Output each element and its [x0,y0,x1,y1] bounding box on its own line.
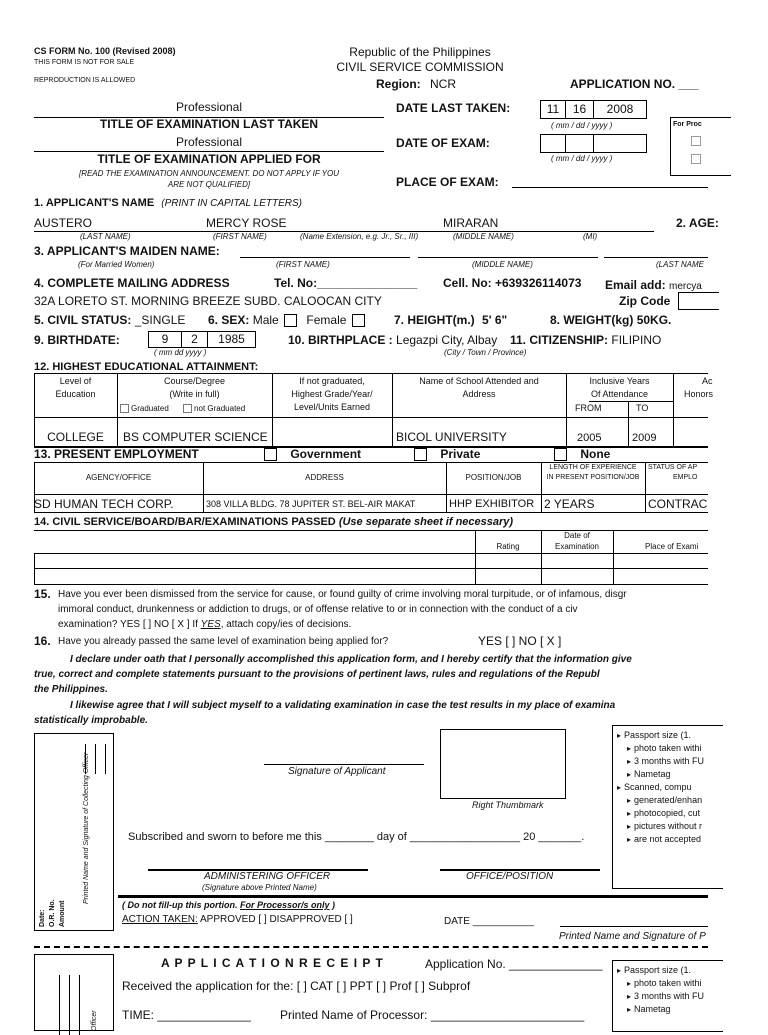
date-last-taken-label: DATE LAST TAKEN: [396,101,511,115]
for-processor-box [670,117,731,176]
government-label: Government [290,447,362,461]
photo-note-5: ▸ Scanned, compu [627,781,704,794]
civil-status-value[interactable]: _SINGLE [134,313,186,327]
email-label: Email add: [605,278,666,292]
photo-box[interactable] [612,725,723,889]
oath-line-1: I declare under oath that I personally accomplished this application form, and I hereby certify that the information give [70,654,632,665]
photo-note-2: ▸ photo taken withi [627,742,704,755]
private-checkbox[interactable] [414,448,427,461]
processor-printed-name: Printed Name and Signature of P [559,931,706,942]
receipt-photo-box[interactable] [612,960,723,1032]
admin-officer-hint: (Signature above Printed Name) [202,883,317,892]
last-name-value[interactable]: AUSTERO [34,216,93,230]
mi-hint: (MI) [583,232,598,241]
date-of-exam-field[interactable] [540,134,647,153]
government-checkbox[interactable] [264,448,277,461]
emp-address-value[interactable]: 308 VILLA BLDG. 78 JUPITER ST. BEL-AIR MAKAT [206,499,416,509]
action-options[interactable]: APPROVED [ ] DISAPPROVED [ ] [200,914,353,925]
col-course-2: (Write in full) [169,389,220,399]
applied-value[interactable]: Professional [175,135,243,149]
education-title: 12. HIGHEST EDUCATIONAL ATTAINMENT: [34,361,259,373]
thumbmark-label: Right Thumbmark [472,800,544,810]
birth-hint: ( mm dd yyyy ) [154,348,207,357]
application-no-label: APPLICATION NO. ___ [570,77,699,91]
date-of-exam-label: DATE OF EXAM: [396,136,490,150]
not-graduated-label: not Graduated [194,404,246,413]
col-school-2: Address [462,389,496,399]
col-place: Place of Exami [645,542,699,551]
oath-line-3: the Philippines. [34,684,108,695]
date-dd: 16 [572,102,587,116]
birthplace-hint: (City / Town / Province) [444,348,527,357]
col-course: Course/Degree [163,376,226,386]
side-date: Date: [39,909,46,927]
birth-mm: 9 [161,332,169,346]
birthdate-field[interactable] [148,331,256,348]
exam-note: [READ THE EXAMINATION ANNOUNCEMENT. DO NOT APPLY IF YOU [78,169,340,178]
place-of-exam-label: PLACE OF EXAM: [396,175,499,189]
q15-line-1: Have you ever been dismissed from the service for cause, or found guilty of crime involving moral turpitude, or of infamous, disgr [58,589,627,600]
applied-label: TITLE OF EXAMINATION APPLIED FOR [97,152,321,166]
q15-line-3-end: , attach copy/ies of decisions. [220,619,352,630]
none-label: None [580,447,611,461]
col-notgrad-2: Highest Grade/Year/ [291,389,373,399]
exam-note-2: ARE NOT QUALIFIED] [167,180,251,189]
q15-yes: YES [200,619,221,630]
emp-position-value[interactable]: HHP EXHIBITOR [449,498,535,510]
citizenship-value[interactable]: FILIPINO [611,333,662,347]
name-hint: (PRINT IN CAPITAL LETTERS) [161,198,302,209]
col-level: Level of [59,376,92,386]
col-years-2: Of Attendance [590,389,649,399]
address-value[interactable]: 32A LORETO ST. MORNING BREEZE SUBD. CALOOCAN CITY [34,294,382,308]
receipt-side-box [34,954,114,1031]
q15-line-2: immoral conduct, drunkenness or addiction to drugs, or of offense relative to or in connection with the conduct of a civ [58,604,578,615]
maiden-last-hint: (LAST NAME [656,260,705,269]
q15-number: 15. [34,587,51,601]
cell-label[interactable]: Cell. No: +639326114073 [443,276,582,290]
edu-school-value[interactable]: BICOL UNIVERSITY [396,430,507,444]
graduated-label: Graduated [131,404,169,413]
col-status-2: EMPLO [673,474,698,481]
q16-text: Have you already passed the same level of examination being applied for? [58,636,389,647]
region-value: NCR [430,77,457,91]
civil-status-label: 5. CIVIL STATUS: [34,313,132,327]
date-yyyy: 2008 [606,102,634,116]
last-taken-value[interactable]: Professional [175,100,243,114]
photo-note-7: ▸ photocopied, cut [627,807,704,820]
republic-heading: Republic of the Philippines [349,45,491,59]
emp-length-value[interactable]: 2 YEARS [544,497,595,511]
receipt-app-no[interactable]: Application No. ______________ [425,957,603,971]
passed-hint: (Use separate sheet if necessary) [338,516,514,528]
name-section-label: 1. APPLICANT'S NAME [34,197,155,209]
employment-title: 13. PRESENT EMPLOYMENT [34,447,199,461]
collecting-officer-label: Printed Name and Signature of Collecting Officer [83,752,90,904]
first-name-value[interactable]: MERCY ROSE [206,216,287,230]
weight-label: 8. WEIGHT(kg) [550,313,634,327]
oath-line-4: I likewise agree that I will subject myself to a validating examination in case the test results in my place of examina [70,700,616,711]
col-status: STATUS OF AP [648,464,698,471]
photo-note-1: ▸ Passport size (1. [627,729,704,742]
birth-dd: 2 [191,332,198,346]
photo-note-8: ▸ pictures without r [627,820,704,833]
receipt-processor[interactable]: Printed Name of Processor: _______________________ [280,1008,585,1022]
q16-number: 16. [34,634,51,648]
weight-value[interactable]: 50KG. [636,313,672,327]
maiden-name-label: 3. APPLICANT'S MAIDEN NAME: [34,244,220,258]
private-label: Private [440,447,481,461]
edu-from-value[interactable]: 2005 [577,432,602,444]
action-taken-label: ACTION TAKEN: [122,914,198,925]
commission-heading: CIVIL SERVICE COMMISSION [336,60,504,74]
mailing-address-label: 4. COMPLETE MAILING ADDRESS [34,276,230,290]
col-notgrad-3: Level/Units Earned [293,402,371,412]
col-level-2: Education [55,389,96,399]
collecting-officer-box [34,733,114,931]
col-honors: Honors [684,389,714,399]
date-format-hint-2: ( mm / dd / yyyy ) [551,154,613,163]
maiden-middle-hint: (MIDDLE NAME) [472,260,533,269]
birthplace-value[interactable]: Legazpi City, Albay [396,333,498,347]
col-length: LENGTH OF EXPERIENCE [549,464,637,471]
col-ac: Ac [702,376,713,386]
zip-code-field[interactable] [678,292,719,310]
none-checkbox[interactable] [554,448,567,461]
sworn-statement: Subscribed and sworn to before me this ________ day of __________________ 20 _______. [128,831,585,843]
first-name-hint: (FIRST NAME) [213,232,267,241]
graduated-checkbox[interactable] [120,404,129,413]
col-notgrad: If not graduated, [299,376,365,386]
oath-line-2: true, correct and complete statements pursuant to the provisions of pertinent laws, rules and regulations of the Republ [34,669,600,680]
col-years: Inclusive Years [589,376,650,386]
photo-note-9: ▸ are not accepted [627,833,704,846]
col-date: Date of [564,531,590,540]
reproduction-note: REPRODUCTION IS ALLOWED [34,77,136,84]
age-label: 2. AGE: [676,216,719,230]
for-proc-label: For Proc [673,121,702,128]
q15-line-3[interactable]: examination? YES [ ] NO [ X ] If [58,619,198,630]
receipt-note-2: ▸ photo taken withi [627,977,704,990]
region-label: Region: [376,77,421,91]
admin-officer-label: ADMINISTERING OFFICER [204,871,331,882]
receipt-time[interactable]: TIME: ______________ [122,1008,251,1022]
height-label: 7. HEIGHT(m.) [394,313,475,327]
last-name-hint: (LAST NAME) [80,232,131,241]
female-label: Female [306,313,347,327]
middle-name-value[interactable]: MIRARAN [443,216,499,230]
q16-answer[interactable]: YES [ ] NO [ X ] [478,634,562,648]
photo-note-4: ▸ Nametag [627,768,704,781]
receipt-note-3: ▸ 3 months with FU [627,990,704,1003]
receipt-officer-label: Officer [91,1010,98,1031]
birthdate-label: 9. BIRTHDATE: [34,333,120,347]
col-to: TO [636,403,649,413]
male-checkbox[interactable] [284,314,297,327]
col-from: FROM [575,403,602,413]
col-date-2: Examination [554,542,600,551]
processor-note-link: For Processor/s only [240,900,330,910]
date-mm: 11 [546,102,560,116]
receipt-note-1: ▸ Passport size (1. [627,964,704,977]
married-hint: (For Married Women) [78,260,155,269]
col-rating: Rating [496,542,520,551]
female-checkbox[interactable] [352,314,365,327]
male-label: Male [252,313,279,327]
col-agency: AGENCY/OFFICE [85,473,152,482]
edu-course-value[interactable]: BS COMPUTER SCIENCE [123,430,268,444]
email-value[interactable]: mercya [669,281,702,292]
date-format-hint: ( mm / dd / yyyy ) [551,121,613,130]
maiden-first-hint: (FIRST NAME) [276,260,330,269]
col-address: ADDRESS [305,473,344,482]
receipt-title: A P P L I C A T I O N R E C E I P T [161,956,384,970]
sex-label: 6. SEX: [208,313,250,327]
photo-note-6: ▸ generated/enhan [627,794,704,807]
receipt-received[interactable]: Received the application for the: [ ] CAT [ ] PPT [ ] Prof [ ] Subprof [122,979,471,993]
edu-to-value[interactable]: 2009 [632,432,657,444]
processor-note-end: ) [332,900,336,910]
emp-status-value[interactable]: CONTRAC [648,497,708,511]
edu-level-value[interactable]: COLLEGE [47,430,104,444]
processor-date[interactable]: DATE ___________ [444,916,534,927]
emp-agency-value[interactable]: SD HUMAN TECH CORP. [34,497,174,511]
applicant-signature-label: Signature of Applicant [288,766,386,777]
birthplace-label: 10. BIRTHPLACE : [288,333,393,347]
col-school: Name of School Attended and [419,376,539,386]
not-graduated-checkbox[interactable] [183,404,192,413]
tel-label[interactable]: Tel. No:_______________ [274,276,418,290]
side-amount: Amount [59,900,66,927]
citizenship-label: 11. CITIZENSHIP: [510,333,609,347]
side-or-no: O.R. No. [49,899,56,927]
oath-line-5: statistically improbable. [34,715,148,726]
office-position-label: OFFICE/POSITION [466,871,554,882]
col-position: POSITION/JOB [465,473,522,482]
processor-note: ( Do not fill-up this portion. [122,900,238,910]
ext-hint: (Name Extension, e.g. Jr., Sr., III) [300,232,419,241]
date-last-taken-field[interactable] [540,100,647,119]
photo-note-3: ▸ 3 months with FU [627,755,704,768]
middle-name-hint: (MIDDLE NAME) [453,232,514,241]
not-for-sale-note: THIS FORM IS NOT FOR SALE [34,59,135,66]
passed-title: 14. CIVIL SERVICE/BOARD/BAR/EXAMINATIONS PASSED [34,516,336,528]
col-length-2: IN PRESENT POSITION/JOB [546,474,640,481]
height-value[interactable]: 5' 6" [482,313,508,327]
form-number: CS FORM No. 100 (Revised 2008) [34,46,176,56]
receipt-note-4: ▸ Nametag [627,1003,704,1016]
birth-yyyy: 1985 [218,332,245,346]
thumbmark-box[interactable] [440,729,566,799]
last-taken-label: TITLE OF EXAMINATION LAST TAKEN [99,117,319,131]
zip-code-label: Zip Code [619,294,671,308]
